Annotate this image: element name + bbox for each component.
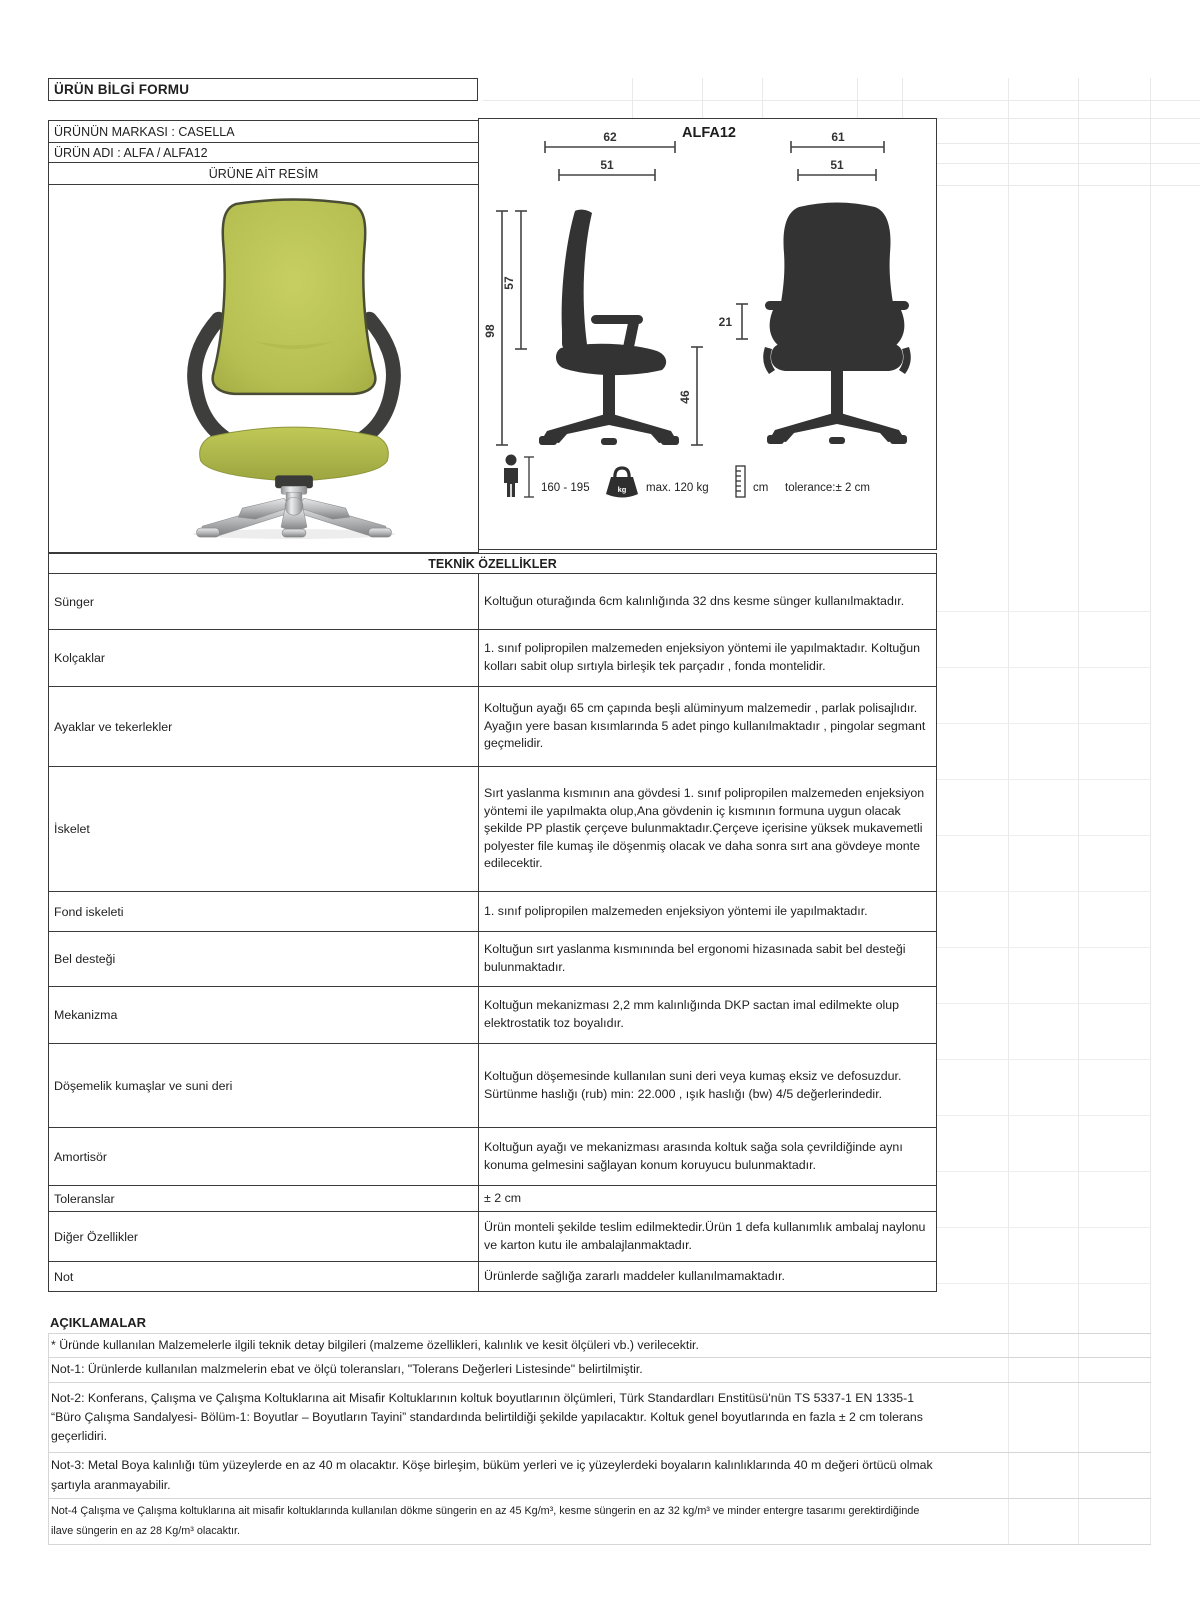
spec-label: Döşemelik kumaşlar ve suni deri (49, 1044, 479, 1127)
spec-label: Amortisör (49, 1128, 479, 1185)
tolerance-label: tolerance:± 2 cm (785, 482, 870, 494)
weight-icon-kg-label: kg (617, 485, 627, 494)
table-row (48, 987, 937, 1044)
chair-side-view-silhouette (539, 210, 679, 445)
table-row (48, 687, 937, 767)
dim-front-seat-width: 51 (830, 158, 844, 172)
table-row (48, 1128, 937, 1186)
product-image-cell (48, 185, 479, 553)
technical-drawing (479, 119, 935, 548)
tech-specs-header: TEKNİK ÖZELLİKLER (48, 553, 937, 574)
table-row (48, 892, 937, 932)
unit-label: cm (753, 482, 769, 494)
max-weight-label: max. 120 kg (646, 482, 709, 494)
spec-label: Sünger (49, 574, 479, 629)
table-row (48, 630, 937, 687)
table-row (48, 1212, 937, 1262)
spec-value: Koltuğun oturağında 6cm kalınlığında 32 dns kesme sünger kullanılmaktadır. (484, 593, 905, 608)
notes-header: AÇIKLAMALAR (50, 1315, 147, 1330)
spec-value: Koltuğun sırt yaslanma kısmınında bel ergonomi hizasınada sabit bel desteği bulunmaktadır. (484, 942, 906, 974)
spec-value: Koltuğun ayağı 65 cm çapında beşli alüminyum malzemedir , parlak polisajlıdır. Ayağın yere basan kısımlarında 5 adet pingo kullanılmaktadır , pingolar segmant geçmelidir. (484, 701, 926, 751)
spec-value: Ürün monteli şekilde teslim edilmektedir.Ürün 1 defa kullanımlık ambalaj naylonu ve karton kutu ile ambalajlanmaktadır. (484, 1219, 926, 1252)
note-row (48, 1358, 1151, 1383)
spec-label: Diğer Özellikler (49, 1212, 479, 1261)
table-row (48, 1186, 937, 1212)
spec-label: Kolçaklar (49, 630, 479, 686)
product-photo (154, 192, 434, 540)
spec-value: ± 2 cm (484, 1190, 522, 1205)
dim-front-overall-width: 61 (831, 130, 845, 144)
note-row (48, 1499, 1151, 1545)
person-icon (504, 455, 518, 498)
note-row (48, 1453, 1151, 1499)
table-row (48, 767, 937, 892)
note-text: Not-1: Ürünlerde kullanılan malzmelerin ebat ve ölçü toleransları, "Tolerans Değerleri Listesinde" belirtilmiştir. (51, 1362, 643, 1377)
dim-seat-height: 46 (678, 390, 692, 404)
note-text: Not-2: Konferans, Çalışma ve Çalışma Koltuklarına ait Misafir Koltuklarının koltuk boyutlarının ölçümleri, Türk Standardları Enstitüsü'nün TS 5337-1 EN 1335-1 “Büro Çalışma Sandalyesi- Bölüm-1: Boyutlar – Boyutların Tayini” standardında belirtildiği şekilde yapılacaktır. Koltuk genel boyutlarında en fazla ± 2 cm tolerans geçerlidiri. (51, 1390, 923, 1444)
spec-label: İskelet (49, 767, 479, 891)
spec-label: Bel desteği (49, 932, 479, 986)
image-caption-cell: ÜRÜNE AİT RESİM (48, 163, 479, 185)
drawing-model-label: ALFA12 (682, 125, 736, 141)
note-text: Not-3: Metal Boya kalınlığı tüm yüzeylerde en az 40 m olacaktır. Köşe birleşim, büküm yerleri ve iç yüzeylerdeki boyaların kalınlıklarında 40 m değeri örtücü olmak şartıyla aranmayabilir. (51, 1458, 933, 1492)
form-title: ÜRÜN BİLGİ FORMU (48, 78, 478, 101)
note-text: Not-4 Çalışma ve Çalışma koltuklarına ait misafir koltuklarında kullanılan dökme süngerin en az 45 Kg/m³, kesme süngerin en az 32 kg/m³ ve minder entergre tasarımı gerektirdiğinde ilave süngerin en az 28 Kg/m³ olacaktır. (51, 1505, 920, 1537)
dim-back-height: 57 (502, 276, 516, 290)
technical-drawing-box (478, 118, 937, 550)
ruler-icon (736, 466, 745, 497)
table-row (48, 1262, 937, 1292)
spec-value: Koltuğun döşemesinde kullanılan suni deri veya kumaş eksiz ve defosuzdur. Sürtünme haslığı (rub) min: 22.000 , ışık haslığı (bw) 4/5 değerlerindedir. (484, 1068, 902, 1101)
user-height-label: 160 - 195 (541, 482, 590, 494)
spec-value: 1. sınıf polipropilen malzemeden enjeksiyon yöntemi ile yapılmaktadır. Koltuğun kolları sabit olup sırtıyla birleşik tek parçadır , fonda montelidir. (484, 641, 920, 673)
spec-label: Mekanizma (49, 987, 479, 1043)
spec-value: Koltuğun ayağı ve mekanizması arasında koltuk sağa sola çevrildiğinde aynı konuma gelmesini sağlayan konum koruyucu bulunmaktadır. (484, 1139, 903, 1172)
dim-overall-height: 98 (483, 324, 497, 338)
spec-label: Ayaklar ve tekerlekler (49, 687, 479, 766)
spec-label: Fond iskeleti (49, 892, 479, 931)
note-row (48, 1333, 1151, 1358)
table-row (48, 932, 937, 987)
note-text: * Üründe kullanılan Malzemelerle ilgili teknik detay bilgileri (malzeme özellikleri, kalınlık ve kesit ölçüleri vb.) verilecektir. (51, 1337, 699, 1352)
spec-value: Sırt yaslanma kısmının ana gövdesi 1. sınıf polipropilen malzemeden enjeksiyon yöntemi ile yapılmakta olup,Ana gövdenin iç kısmının formuna uygun olacak şekilde PP plastik çerçeve bulunmaktadır.Çerçeve içerisine yüksek mukavemetli polyester file kumaş ile döşenmiş olacak ve daha sonra sırt ana gövdeye monte edilecektir. (484, 785, 925, 871)
spec-value: Ürünlerde sağlığa zararlı maddeler kullanılmamaktadır. (484, 1268, 785, 1283)
product-name-row: ÜRÜN ADI : ALFA / ALFA12 (48, 143, 479, 163)
spec-value: Koltuğun mekanizması 2,2 mm kalınlığında DKP sactan imal edilmekte olup elektrostatik toz boyalıdır. (484, 998, 900, 1030)
spec-label: Not (49, 1262, 479, 1291)
dim-armrest-height: 21 (718, 315, 732, 329)
table-row (48, 1044, 937, 1128)
brand-row: ÜRÜNÜN MARKASI : CASELLA (48, 120, 479, 143)
dim-side-overall-width: 62 (603, 130, 617, 144)
table-row (48, 574, 937, 630)
spec-label: Toleranslar (49, 1186, 479, 1211)
dim-side-seat-width: 51 (600, 158, 614, 172)
spec-value: 1. sınıf polipropilen malzemeden enjeksiyon yöntemi ile yapılmaktadır. (484, 903, 868, 918)
note-row (48, 1383, 1151, 1453)
chair-front-view-silhouette (763, 203, 911, 445)
